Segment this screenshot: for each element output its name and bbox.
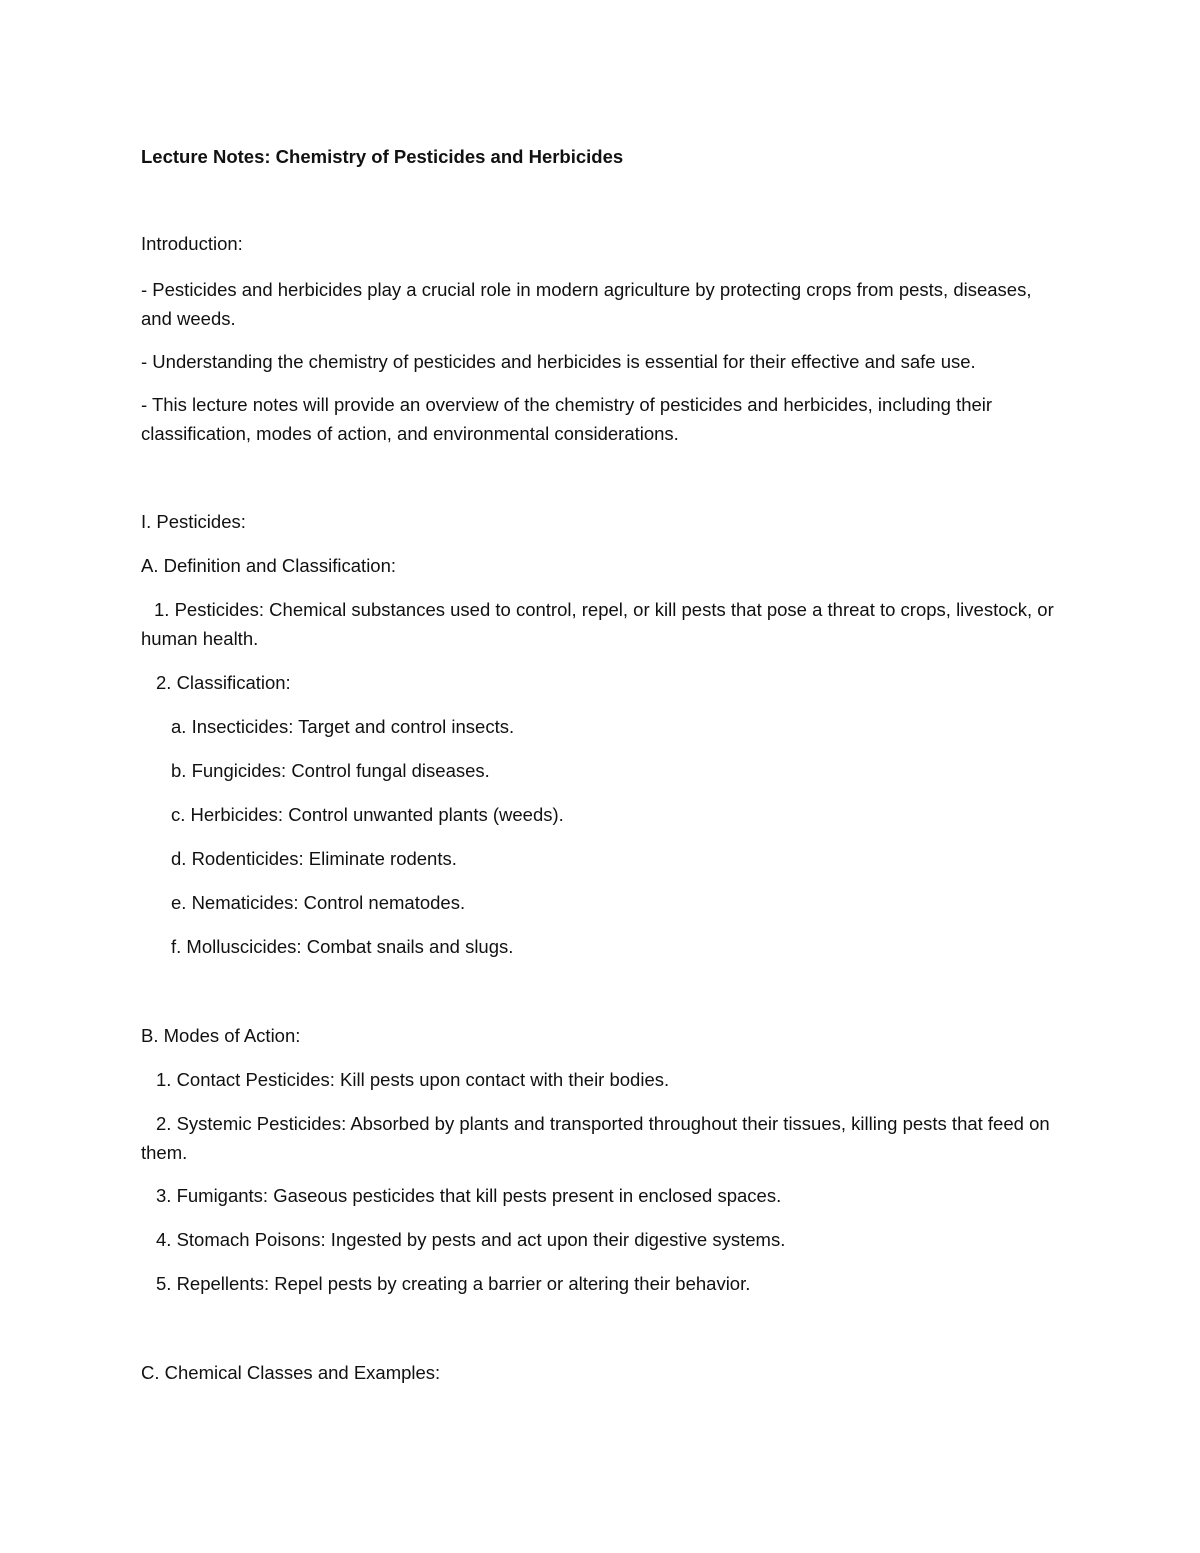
intro-paragraph-3: - This lecture notes will provide an overview of the chemistry of pesticides and herbicides, including their classification, modes of action, and environmental considerations.: [141, 394, 993, 444]
list-item-repellents: 5. Repellents: Repel pests by creating a barrier or altering their behavior.: [156, 1273, 751, 1294]
intro-paragraph-2: - Understanding the chemistry of pesticides and herbicides is essential for their effective and safe use.: [141, 351, 976, 372]
intro-paragraph-1: - Pesticides and herbicides play a crucial role in modern agriculture by protecting crops from pests, diseases, and weeds.: [141, 279, 1032, 329]
subsection-c-heading: C. Chemical Classes and Examples:: [141, 1362, 441, 1383]
list-item-rodenticides: d. Rodenticides: Eliminate rodents.: [171, 848, 457, 869]
section-pesticides-heading: I. Pesticides:: [141, 511, 246, 532]
document-title: Lecture Notes: Chemistry of Pesticides and Herbicides: [141, 146, 624, 167]
list-item-nematicides: e. Nematicides: Control nematodes.: [171, 892, 466, 913]
subsection-a-heading: A. Definition and Classification:: [141, 555, 397, 576]
list-item-contact-pesticides: 1. Contact Pesticides: Kill pests upon contact with their bodies.: [156, 1069, 670, 1090]
list-item-pesticides-definition: 1. Pesticides: Chemical substances used to control, repel, or kill pests that pose a threat to crops, livestock, or human health.: [141, 599, 1054, 649]
intro-heading: Introduction:: [141, 233, 243, 254]
list-item-fungicides: b. Fungicides: Control fungal diseases.: [171, 760, 490, 781]
list-item-herbicides: c. Herbicides: Control unwanted plants (weeds).: [171, 804, 564, 825]
list-item-stomach-poisons: 4. Stomach Poisons: Ingested by pests and act upon their digestive systems.: [156, 1229, 786, 1250]
list-item-insecticides: a. Insecticides: Target and control insects.: [171, 716, 515, 737]
list-item-systemic-pesticides: 2. Systemic Pesticides: Absorbed by plants and transported throughout their tissues, killing pests that feed on them.: [141, 1113, 1050, 1163]
list-item-molluscicides: f. Molluscicides: Combat snails and slugs.: [171, 936, 514, 957]
list-item-classification: 2. Classification:: [156, 672, 291, 693]
list-item-fumigants: 3. Fumigants: Gaseous pesticides that kill pests present in enclosed spaces.: [156, 1185, 782, 1206]
subsection-b-heading: B. Modes of Action:: [141, 1025, 301, 1046]
